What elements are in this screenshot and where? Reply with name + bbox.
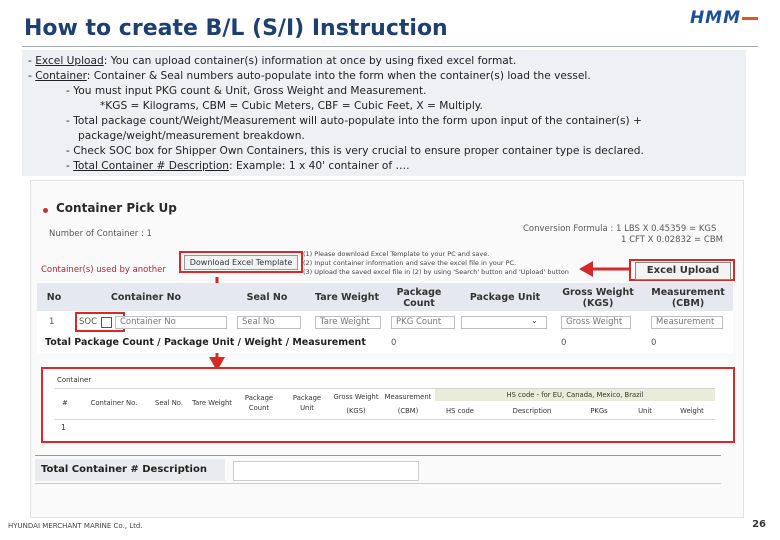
instruction-2: (2) Input container information and save the excel file in your PC. — [303, 259, 517, 267]
section-title: Container Pick Up — [56, 201, 177, 215]
chevron-down-icon: ⌄ — [531, 316, 538, 325]
th-tare-weight: Tare Weight — [314, 292, 380, 303]
desc-bottom-rule — [35, 483, 721, 484]
note-excel-label: Excel Upload — [35, 55, 104, 67]
measurement-input[interactable]: Measurement — [651, 316, 723, 329]
excel-th-hash: # — [62, 399, 68, 407]
excel-sub-weight: Weight — [680, 407, 704, 415]
conversion-formula-1: Conversion Formula : 1 LBS X 0.45359 = KGS — [523, 224, 717, 234]
excel-th-pkg-count: Package Count — [244, 394, 274, 412]
th-no: No — [46, 292, 62, 303]
page-title: How to create B/L (S/I) Instruction — [24, 16, 448, 41]
note-container-label: Container — [35, 70, 87, 82]
excel-th-container: Container No. — [90, 399, 138, 407]
row-number: 1 — [49, 317, 55, 327]
logo-text: HMM — [689, 8, 741, 28]
excel-th-tare: Tare Weight — [192, 399, 232, 407]
hmm-logo — [690, 8, 758, 28]
note-container-text: : Container & Seal numbers auto-populate into the form when the container(s) load the vessel. — [86, 70, 591, 82]
excel-title: Container — [57, 376, 92, 384]
note-excel-text: : You can upload container(s) information at once by using fixed excel format. — [103, 55, 517, 67]
note-sub3-text: Check SOC box for Shipper Own Containers, this is very crucial to ensure proper container type is declared. — [73, 145, 644, 157]
note-sub4: - Total Container # Description: Example: 1 x 40' container of …. — [66, 160, 410, 172]
excel-th-measurement: Measurement — [384, 393, 432, 401]
excel-sub-unit: Unit — [638, 407, 652, 415]
logo-stripe — [742, 17, 758, 20]
excel-sub-kgs: (KGS) — [346, 407, 366, 415]
soc-label: SOC — [79, 317, 98, 327]
note-total-text: : Example: 1 x 40' container of …. — [229, 160, 410, 172]
arrow-left-head-icon — [579, 261, 593, 277]
note-sub1-text: You must input PKG count & Unit, Gross Weight and Measurement. — [73, 85, 427, 97]
th-package-unit: Package Unit — [469, 292, 541, 303]
note-container: - Container: Container & Seal numbers auto-populate into the form when the container(s) load the vessel. — [28, 70, 591, 82]
total-meas-value: 0 — [651, 338, 657, 348]
used-by-another-label: Container(s) used by another — [41, 265, 166, 275]
excel-sub-desc: Description — [512, 407, 552, 415]
tare-weight-input[interactable]: Tare Weight — [315, 316, 381, 329]
note-sub1b: *KGS = Kilograms, CBM = Cubic Meters, CBF = Cubic Feet, X = Multiply. — [100, 100, 483, 112]
note-total-label: Total Container # Description — [73, 160, 230, 172]
screenshot-panel — [30, 180, 744, 518]
excel-th-gross: Gross Weight — [333, 393, 379, 401]
container-no-input[interactable]: Container No — [115, 316, 227, 329]
excel-sub-pkgs: PKGs — [590, 407, 608, 415]
note-excel-upload: - Excel Upload: You can upload container(s) information at once by using fixed excel format. — [28, 55, 517, 67]
instruction-1: (1) Please download Excel Template to your PC and save. — [303, 250, 490, 258]
th-gross-weight: Gross Weight (KGS) — [562, 287, 634, 309]
excel-row-1: 1 — [61, 423, 66, 432]
number-of-container: Number of Container : 1 — [49, 229, 152, 239]
note-sub2: - Total package count/Weight/Measurement will auto-populate into the form upon input of the container(s) + — [66, 115, 642, 127]
excel-sub-hs: HS code — [446, 407, 474, 415]
title-divider — [22, 46, 758, 47]
footer-company: HYUNDAI MERCHANT MARINE Co., Ltd. — [8, 522, 143, 530]
note-sub2-text: Total package count/Weight/Measurement will auto-populate into the form upon input of the container(s) + — [73, 115, 642, 127]
total-weight-value: 0 — [561, 338, 567, 348]
excel-th-seal: Seal No. — [155, 399, 183, 407]
th-container-no: Container No — [110, 292, 182, 303]
excel-th-pkg-unit: Package Unit — [292, 394, 322, 412]
note-sub2b: package/weight/measurement breakdown. — [78, 130, 305, 142]
total-desc-label: Total Container # Description — [41, 464, 207, 475]
note-sub3: - Check SOC box for Shipper Own Containers, this is very crucial to ensure proper container type is declared. — [66, 145, 644, 157]
conversion-formula-2: 1 CFT X 0.02832 = CBM — [621, 235, 723, 245]
th-seal-no: Seal No — [246, 292, 288, 303]
soc-checkbox[interactable] — [101, 317, 112, 328]
totals-label: Total Package Count / Package Unit / Weight / Measurement — [45, 337, 366, 348]
hs-band-label: HS code - for EU, Canada, Mexico, Brazil — [506, 391, 644, 399]
excel-sub-cbm: (CBM) — [397, 407, 419, 415]
total-desc-input[interactable] — [233, 461, 419, 481]
download-template-button[interactable]: Download Excel Template — [184, 255, 298, 270]
excel-gridline — [55, 419, 715, 420]
th-package-count: Package Count — [396, 287, 442, 309]
gross-weight-input[interactable]: Gross Weight — [561, 316, 631, 329]
instruction-notes — [22, 50, 746, 176]
instruction-3: (3) Upload the saved excel file in (2) by using 'Search' button and 'Upload' button — [303, 268, 569, 276]
note-sub1: - You must input PKG count & Unit, Gross Weight and Measurement. — [66, 85, 427, 97]
page-number: 26 — [752, 519, 766, 530]
th-measurement: Measurement (CBM) — [651, 287, 725, 309]
pkg-count-input[interactable]: PKG Count — [391, 316, 455, 329]
desc-top-rule — [35, 455, 721, 456]
excel-gridline — [55, 388, 715, 389]
total-pkg-value: 0 — [391, 338, 397, 348]
seal-no-input[interactable]: Seal No — [237, 316, 301, 329]
excel-upload-button[interactable]: Excel Upload — [635, 262, 731, 280]
